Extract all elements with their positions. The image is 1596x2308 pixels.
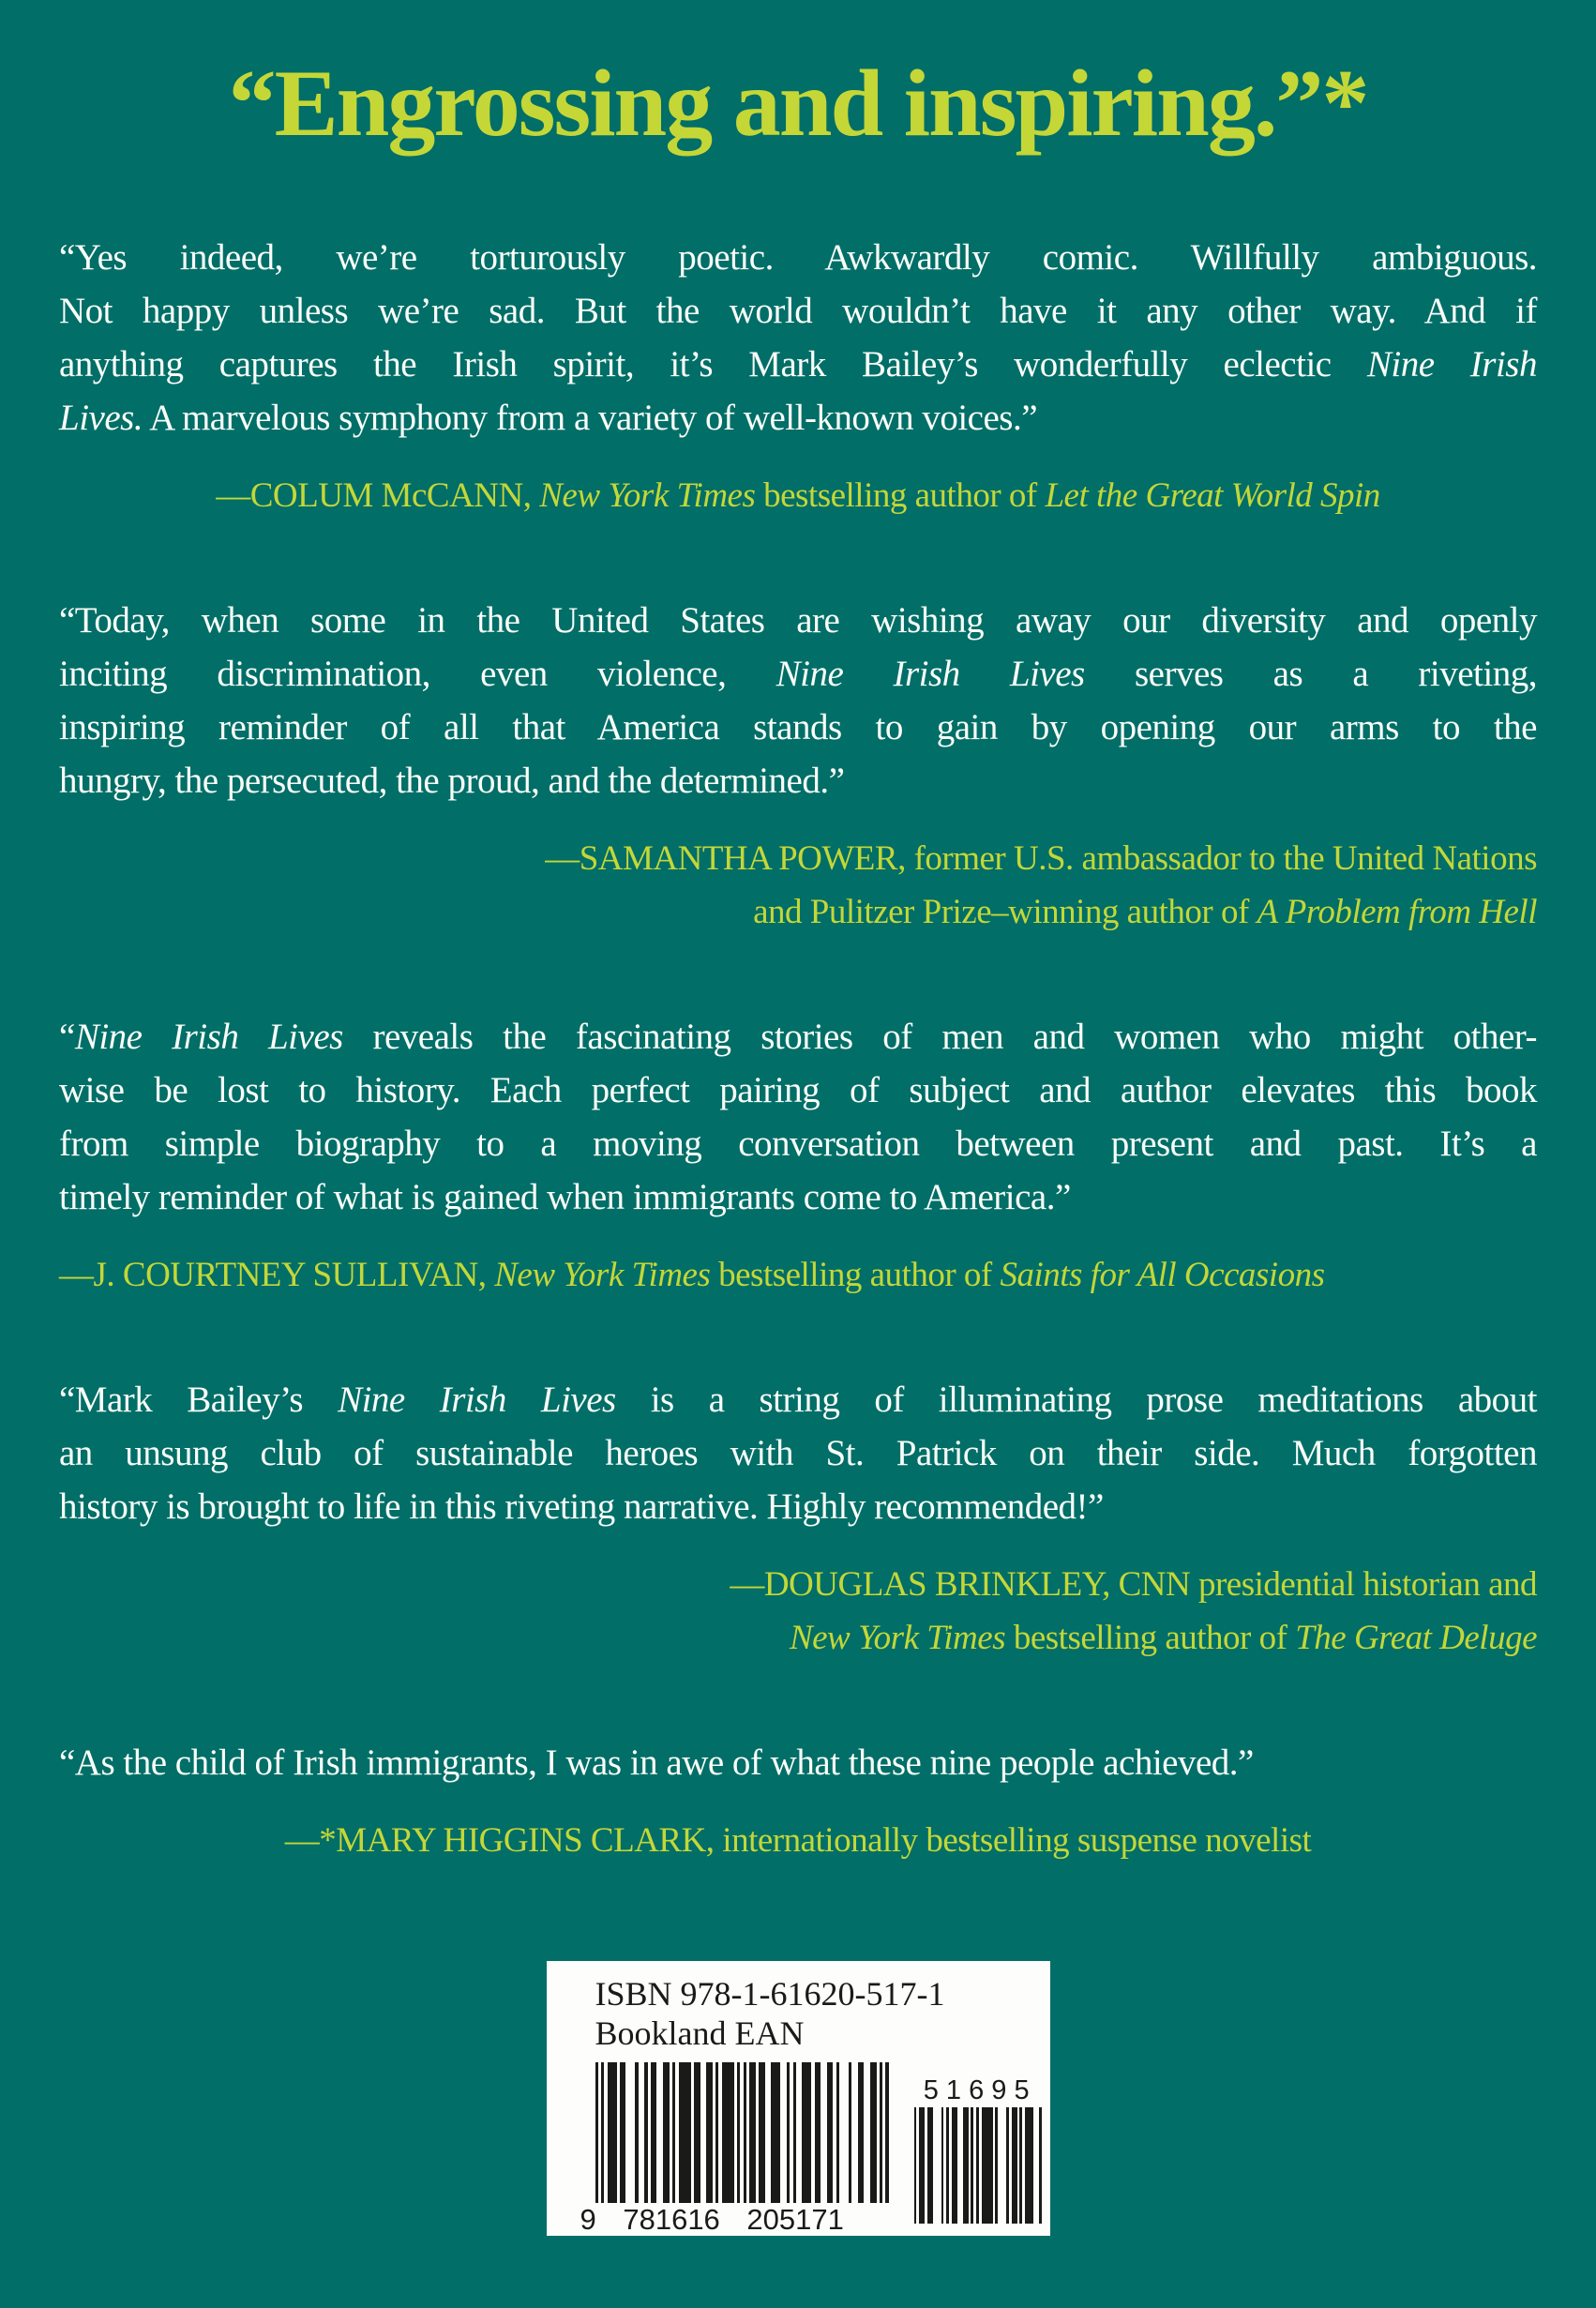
bookland-ean-label: Bookland EAN [595,2014,805,2052]
quote-line: from simple biography to a moving conversation between present and past. It’s a [59,1124,1537,1164]
barcode-row [580,2062,1050,2236]
quote-text [59,1010,1537,1224]
quote-section-mccann [59,231,1537,522]
quote-text [59,1373,1537,1533]
quote-line: an unsung club of sustainable heroes with St. Patrick on their side. Much forgotten [59,1433,1537,1473]
quote-line: wise be lost to history. Each perfect pairing of subject and author elevates this book [59,1070,1537,1110]
quote-attribution [59,1558,1537,1665]
quote-attribution [59,1248,1537,1302]
quote-line: hungry, the persecuted, the proud, and the determined.” [59,761,845,801]
quote-line: “Today, when some in the United States are wishing away our diversity and openly [59,600,1537,641]
quote-section-clark [59,1736,1537,1867]
quote-line: timely reminder of what is gained when immigrants come to America.” [59,1177,1071,1217]
quote-line: history is brought to life in this riveting narrative. Highly recommended!” [59,1486,1104,1527]
attribution-line: —COLUM McCANN, New York Times bestselling author of Let the Great World Spin [216,476,1380,515]
headline-pull-quote: “Engrossing and inspiring.”* [228,51,1368,157]
quote-attribution [59,1814,1537,1867]
quote-attribution [59,832,1537,939]
attribution-line: —J. COURTNEY SULLIVAN, New York Times bestselling author of Saints for All Occasions [59,1256,1325,1294]
isbn-number: ISBN 978-1-61620-517-1 [595,1975,945,2013]
quote-line: inciting discrimination, even violence, Nine Irish Lives serves as a riveting, [59,654,1537,694]
blurb-column [59,47,1537,1867]
ean13-barcode [595,2062,889,2203]
quote-line: “Mark Bailey’s Nine Irish Lives is a string of illuminating prose meditations about [59,1380,1537,1420]
attribution-line: —DOUGLAS BRINKLEY, CNN presidential historian and [730,1565,1537,1604]
quote-line: Not happy unless we’re sad. But the world wouldn’t have it any other way. And if [59,291,1537,331]
attribution-line: New York Times bestselling author of The Great Deluge [789,1619,1537,1657]
attribution-line: and Pulitzer Prize–winning author of A Problem from Hell [753,893,1537,931]
ean5-digits: 5 1 6 9 5 [923,2075,1030,2105]
attribution-line: —*MARY HIGGINS CLARK, internationally bestselling suspense novelist [284,1821,1312,1860]
ean5-addon-block [911,2075,1042,2224]
quote-line: “Yes indeed, we’re torturously poetic. Awkwardly comic. Willfully ambiguous. [59,237,1537,278]
quote-line: anything captures the Irish spirit, it’s Mark Bailey’s wonderfully eclectic Nine Irish [59,344,1537,385]
quote-section-brinkley [59,1373,1537,1665]
quote-line: inspiring reminder of all that America stands to gain by opening our arms to the [59,707,1537,747]
barcode-panel [547,1961,1050,2236]
quote-text [59,594,1537,807]
ean13-digits: 9 781616 205171 [580,2203,844,2236]
quote-line: “Nine Irish Lives reveals the fascinating stories of men and women who might other- [59,1017,1537,1057]
ean5-addon-barcode [911,2107,1042,2224]
quote-line: Lives. A marvelous symphony from a variety of well-known voices.” [59,398,1038,438]
quote-section-sullivan [59,1010,1537,1302]
quote-section-power [59,594,1537,939]
attribution-line: —SAMANTHA POWER, former U.S. ambassador to the United Nations [545,839,1537,878]
ean13-block [580,2062,889,2236]
quote-line: “As the child of Irish immigrants, I was in awe of what these nine people achieved.” [59,1742,1254,1783]
quote-text [59,231,1537,445]
quote-text [59,1736,1537,1789]
quote-attribution [59,469,1537,522]
